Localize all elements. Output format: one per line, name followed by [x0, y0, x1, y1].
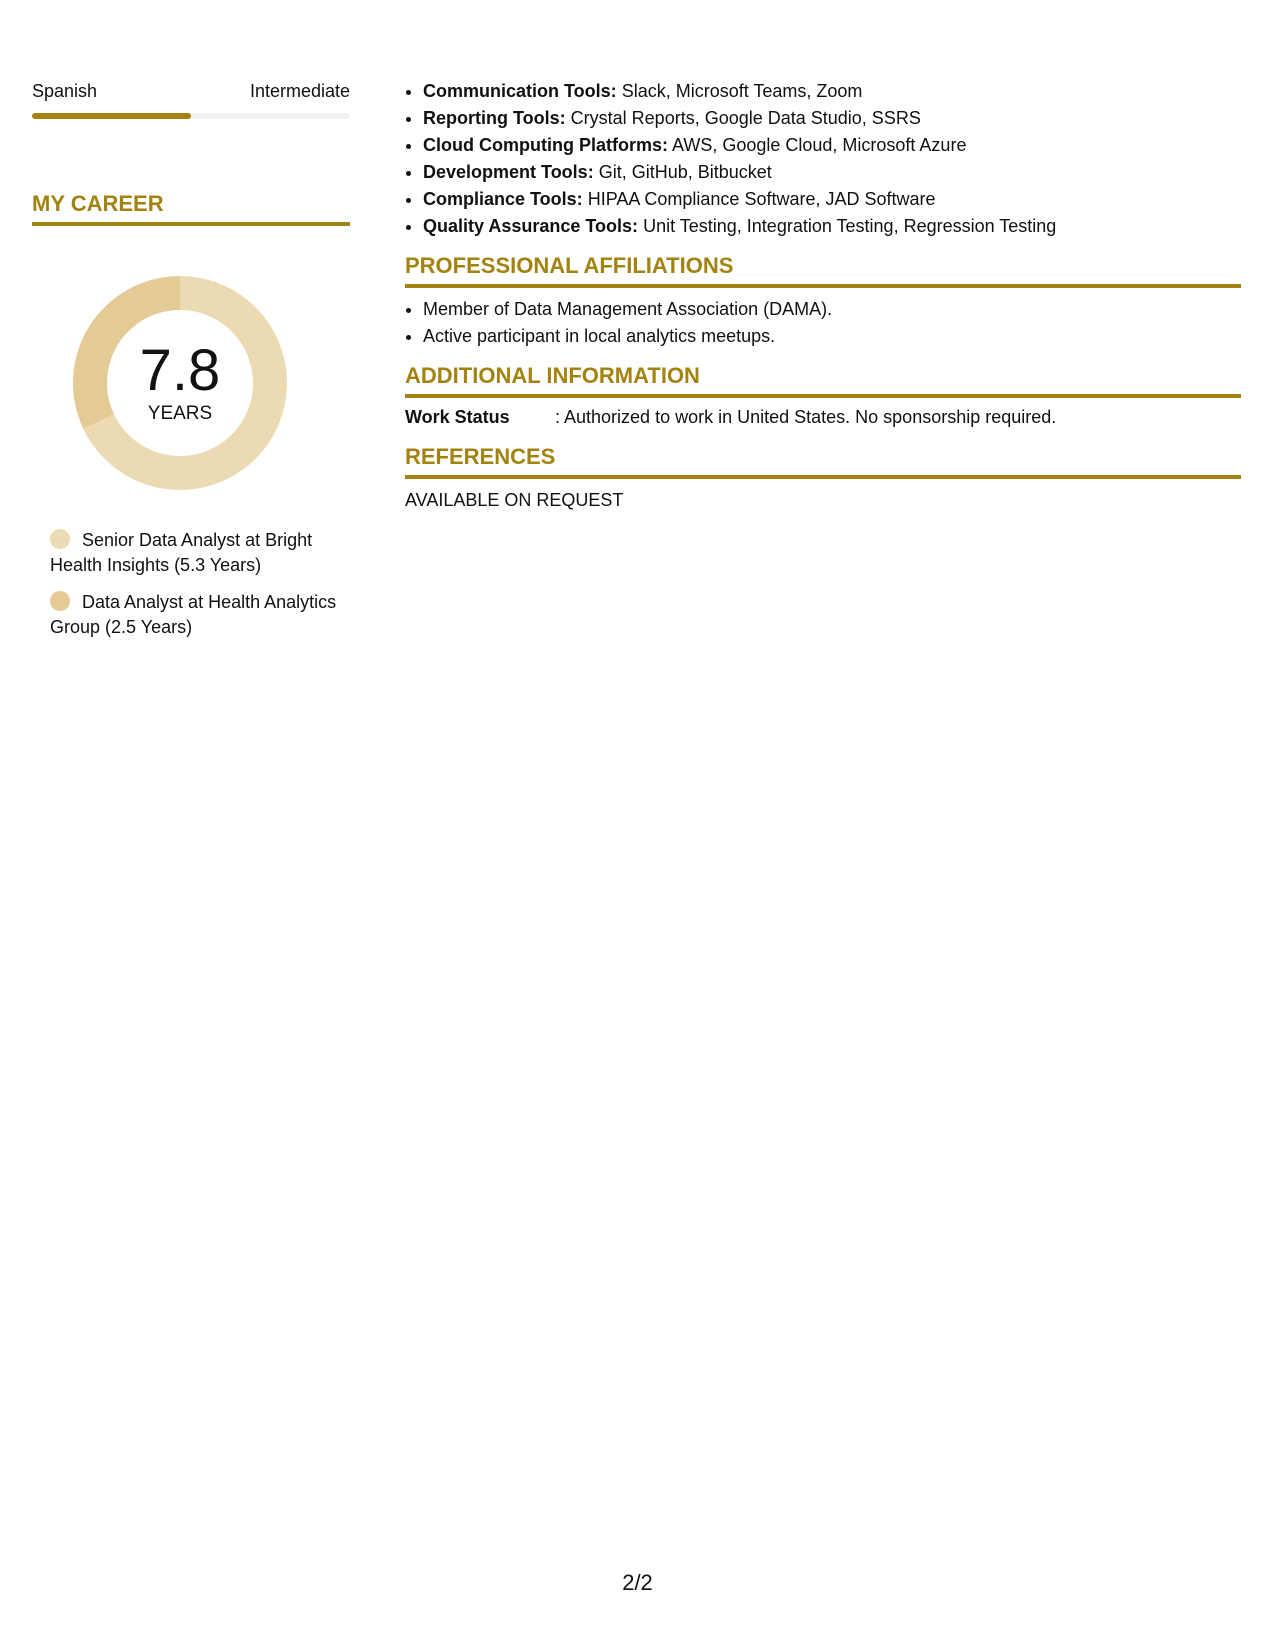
language-proficiency-bar: [32, 113, 350, 119]
career-section-title: MY CAREER: [32, 190, 350, 226]
legend-color-dot: [50, 529, 70, 549]
career-donut-chart: [67, 270, 293, 496]
affiliations-list: [405, 296, 1241, 350]
tool-items: Crystal Reports, Google Data Studio, SSRS: [570, 108, 921, 128]
left-column: [32, 80, 350, 652]
list-item: [423, 213, 1241, 240]
language-level: Intermediate: [249, 81, 350, 101]
list-item: [423, 132, 1241, 159]
list-item: [423, 159, 1241, 186]
total-years-unit: YEARS: [147, 403, 213, 424]
legend-label: Data Analyst at Health Analytics Group (2.5 Years): [50, 592, 337, 637]
work-status-value: : Authorized to work in United States. No sponsorship required.: [555, 407, 1057, 427]
list-item: • Active participant in local analytics meetups.: [423, 323, 1241, 350]
tool-category: Cloud Computing Platforms:: [423, 135, 668, 155]
additional-info-section-title: ADDITIONAL INFORMATION: [405, 362, 1241, 398]
total-years-value: 7.8: [139, 338, 221, 403]
language-proficiency-fill: [32, 113, 191, 119]
language-name: Spanish: [32, 81, 98, 101]
tool-category: Quality Assurance Tools:: [423, 216, 639, 236]
tool-items: Git, GitHub, Bitbucket: [598, 162, 772, 182]
tool-category: Reporting Tools:: [423, 108, 566, 128]
tool-items: Slack, Microsoft Teams, Zoom: [621, 81, 863, 101]
list-item: [423, 78, 1241, 105]
references-section-title: REFERENCES: [405, 443, 1241, 479]
tool-items: Unit Testing, Integration Testing, Regression Testing: [643, 216, 1057, 236]
right-column: [405, 78, 1241, 514]
references-text: AVAILABLE ON REQUEST: [405, 490, 624, 510]
legend-item: [50, 528, 340, 578]
tools-list: [405, 78, 1241, 240]
donut-center-label: [67, 270, 293, 496]
list-item: • Member of Data Management Association (DAMA).: [423, 296, 1241, 323]
tool-items: HIPAA Compliance Software, JAD Software: [587, 189, 936, 209]
work-status-label: Work Status: [405, 407, 510, 427]
tool-category: Development Tools:: [423, 162, 594, 182]
legend-label: Senior Data Analyst at Bright Health Insights (5.3 Years): [50, 530, 313, 575]
tool-items: AWS, Google Cloud, Microsoft Azure: [672, 135, 967, 155]
list-item: [423, 105, 1241, 132]
tool-category: Communication Tools:: [423, 81, 617, 101]
legend-item: [50, 590, 340, 640]
language-row: [32, 80, 350, 102]
career-legend: [50, 528, 340, 640]
work-status-row: [405, 404, 1241, 431]
tool-category: Compliance Tools:: [423, 189, 583, 209]
affiliations-section-title: PROFESSIONAL AFFILIATIONS: [405, 252, 1241, 288]
page-number: 2/2: [622, 1570, 653, 1595]
list-item: [423, 186, 1241, 213]
legend-color-dot: [50, 591, 70, 611]
